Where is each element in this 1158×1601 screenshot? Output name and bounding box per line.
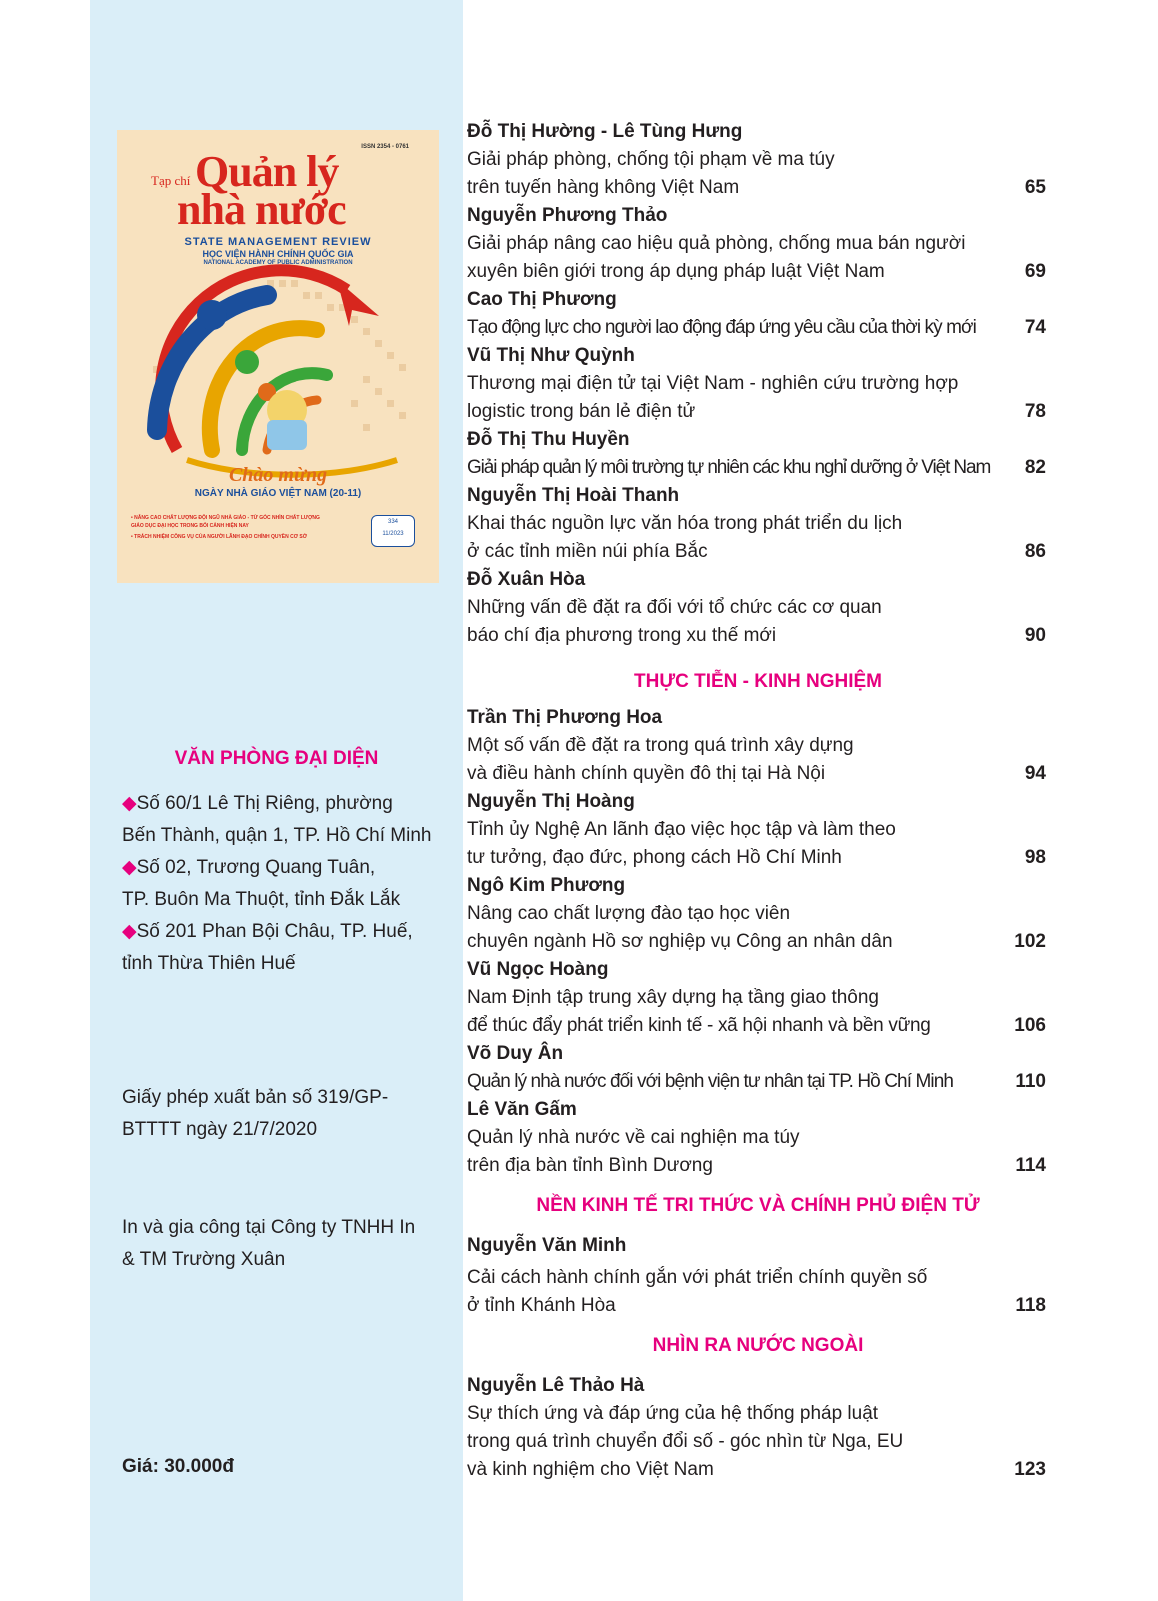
toc-author: Nguyễn Văn Minh (467, 1235, 627, 1256)
cover-issue-box (371, 515, 415, 547)
toc-title-line: Sự thích ứng và đáp ứng của hệ thống pháp luật (467, 1403, 879, 1424)
address-line: Bến Thành, quận 1, TP. Hồ Chí Minh (122, 825, 432, 846)
office-address-2 (122, 852, 462, 916)
toc-title-line: Nâng cao chất lượng đào tạo học viên (467, 903, 791, 924)
toc-title-line: ở các tỉnh miền núi phía Bắc (467, 541, 708, 562)
toc-title-line: Quản lý nhà nước đối với bệnh viện tư nhân tại TP. Hồ Chí Minh (467, 1071, 954, 1092)
cover-celebration: Chào mừng (228, 464, 328, 486)
toc-title-line: trên địa bàn tỉnh Bình Dương (467, 1155, 713, 1176)
cover-title-line2: nhà nước (177, 185, 346, 234)
address-line: tỉnh Thừa Thiên Huế (122, 953, 296, 974)
toc-title-line: Cải cách hành chính gắn với phát triển chính quyền số (467, 1267, 928, 1288)
toc-author: Trần Thị Phương Hoa (467, 707, 663, 728)
office-title: VĂN PHÒNG ĐẠI DIỆN (174, 748, 379, 769)
section-heading: NỀN KINH TẾ TRI THỨC VÀ CHÍNH PHỦ ĐIỆN TỬ (536, 1195, 980, 1216)
toc-title-line: logistic trong bán lẻ điện tử (467, 401, 696, 422)
price-label: Giá: 30.000đ (122, 1456, 234, 1477)
toc-page-number: 106 (1014, 1015, 1046, 1036)
address-line: Số 60/1 Lê Thị Riêng, phường (136, 793, 393, 814)
toc-title-line: Tỉnh ủy Nghệ An lãnh đạo việc học tập và làm theo (467, 819, 896, 840)
toc-page-number: 110 (1015, 1071, 1046, 1092)
toc-author: Vũ Ngọc Hoàng (467, 959, 609, 980)
toc-title-line: tư tưởng, đạo đức, phong cách Hồ Chí Minh (467, 847, 842, 868)
toc-title-line: và điều hành chính quyền đô thị tại Hà Nội (467, 763, 826, 784)
toc-title-line: và kinh nghiệm cho Việt Nam (467, 1459, 714, 1480)
toc-title-line: Khai thác nguồn lực văn hóa trong phát triển du lịch (467, 513, 903, 534)
toc-author: Đỗ Thị Thu Huyền (467, 429, 630, 450)
toc-author: Võ Duy Ân (467, 1043, 564, 1064)
section-heading: NHÌN RA NƯỚC NGOÀI (652, 1335, 864, 1356)
toc-page-number: 82 (1024, 457, 1046, 478)
toc-title-line: Một số vấn đề đặt ra trong quá trình xây dựng (467, 735, 854, 756)
toc-page-number: 123 (1014, 1459, 1046, 1480)
toc-title-line: Thương mại điện tử tại Việt Nam - nghiên cứu trường hợp (467, 373, 959, 394)
diamond-bullet-icon: ◆ (122, 793, 137, 814)
cover-bullet-2: • TRÁCH NHIỆM CÔNG VỤ CỦA NGƯỜI LÃNH ĐẠO CHÍNH QUYỀN CƠ SỞ (131, 534, 308, 540)
cover-academy-vn: HỌC VIỆN HÀNH CHÍNH QUỐC GIA (202, 249, 354, 259)
toc-page-number: 94 (1024, 763, 1046, 784)
magazine-cover (117, 130, 439, 583)
toc-author: Nguyễn Phương Thảo (467, 205, 668, 226)
toc-page-number: 90 (1024, 625, 1046, 646)
section-heading: THỰC TIỄN - KINH NGHIỆM (634, 671, 882, 692)
cover-bullet-1b: GIÁO DỤC ĐẠI HỌC TRONG BỐI CẢNH HIỆN NAY (131, 523, 249, 529)
address-line: Số 201 Phan Bội Châu, TP. Huế, (136, 921, 413, 942)
printer-info (122, 1212, 462, 1276)
toc-page-number: 69 (1024, 261, 1046, 282)
diamond-bullet-icon: ◆ (122, 857, 137, 878)
cover-subtitle-en: STATE MANAGEMENT REVIEW (184, 236, 372, 248)
toc-title-line: Giải pháp nâng cao hiệu quả phòng, chống mua bán người (467, 233, 966, 254)
toc-author: Lê Văn Gấm (467, 1099, 577, 1120)
toc-page-number: 74 (1024, 317, 1046, 338)
license-line: Giấy phép xuất bản số 319/GP- (122, 1087, 389, 1108)
office-address-1 (122, 788, 462, 852)
printer-line: & TM Trường Xuân (122, 1249, 286, 1270)
toc-title-line: xuyên biên giới trong áp dụng pháp luật Việt Nam (467, 261, 885, 282)
toc-title-line: ở tỉnh Khánh Hòa (467, 1295, 616, 1316)
toc-page-number: 86 (1024, 541, 1046, 562)
toc-title-line: Tạo động lực cho người lao động đáp ứng yêu cầu của thời kỳ mới (467, 317, 976, 338)
diamond-bullet-icon: ◆ (122, 921, 137, 942)
toc-page-number: 118 (1015, 1295, 1046, 1316)
toc-title-line: để thúc đẩy phát triển kinh tế - xã hội nhanh và bền vững (467, 1015, 931, 1036)
toc-page-number: 98 (1024, 847, 1046, 868)
toc-author: Nguyễn Thị Hoài Thanh (467, 485, 680, 506)
cover-title-line1: Quản lý (195, 147, 339, 196)
cover-issue-date: 11/2023 (382, 531, 404, 537)
toc-title-line: Quản lý nhà nước về cai nghiện ma túy (467, 1127, 800, 1148)
toc-title-line: Giải pháp quản lý môi trường tự nhiên các khu nghỉ dưỡng ở Việt Nam (467, 457, 991, 478)
cover-occasion: NGÀY NHÀ GIÁO VIỆT NAM (20-11) (194, 488, 362, 499)
toc-page-number: 114 (1015, 1155, 1046, 1176)
toc-page-number: 102 (1014, 931, 1046, 952)
office-address-3 (122, 916, 462, 980)
toc-title-line: báo chí địa phương trong xu thế mới (467, 625, 777, 646)
printer-line: In và gia công tại Công ty TNHH In (122, 1217, 416, 1238)
toc-author: Ngô Kim Phương (467, 875, 626, 896)
cover-academy-en: NATIONAL ACADEMY OF PUBLIC ADMINISTRATION (203, 260, 353, 266)
address-line: TP. Buôn Ma Thuột, tỉnh Đắk Lắk (122, 889, 401, 910)
toc-author: Nguyễn Thị Hoàng (467, 791, 635, 812)
address-line: Số 02, Trương Quang Tuân, (136, 857, 376, 878)
cover-issue-number: 334 (387, 519, 398, 525)
toc-title-line: Nam Định tập trung xây dựng hạ tầng giao thông (467, 987, 879, 1008)
toc-title-line: chuyên ngành Hồ sơ nghiệp vụ Công an nhân dân (467, 931, 893, 952)
publication-license (122, 1082, 462, 1146)
toc-page-number: 78 (1024, 401, 1046, 422)
toc-title-line: trên tuyến hàng không Việt Nam (467, 177, 740, 198)
toc-title-line: trong quá trình chuyển đổi số - góc nhìn từ Nga, EU (467, 1431, 904, 1452)
toc-title-line: Giải pháp phòng, chống tội phạm về ma túy (467, 149, 835, 170)
cover-bullet-1: • NÂNG CAO CHẤT LƯỢNG ĐỘI NGŨ NHÀ GIÁO - TỪ GÓC NHÌN CHẤT LƯỢNG (131, 515, 320, 521)
toc-author: Nguyễn Lê Thảo Hà (467, 1375, 645, 1396)
toc-title-line: Những vấn đề đặt ra đối với tổ chức các cơ quan (467, 597, 882, 618)
cover-issn: ISSN 2354 - 0761 (361, 144, 409, 150)
toc-author: Vũ Thị Như Quỳnh (467, 345, 635, 366)
toc-author: Đỗ Thị Hường - Lê Tùng Hưng (467, 121, 743, 142)
toc-author: Đỗ Xuân Hòa (467, 569, 586, 590)
license-line: BTTTT ngày 21/7/2020 (122, 1119, 318, 1140)
toc-author: Cao Thị Phương (467, 289, 617, 310)
toc-page-number: 65 (1024, 177, 1046, 198)
cover-tap-chi: Tạp chí (151, 173, 191, 188)
